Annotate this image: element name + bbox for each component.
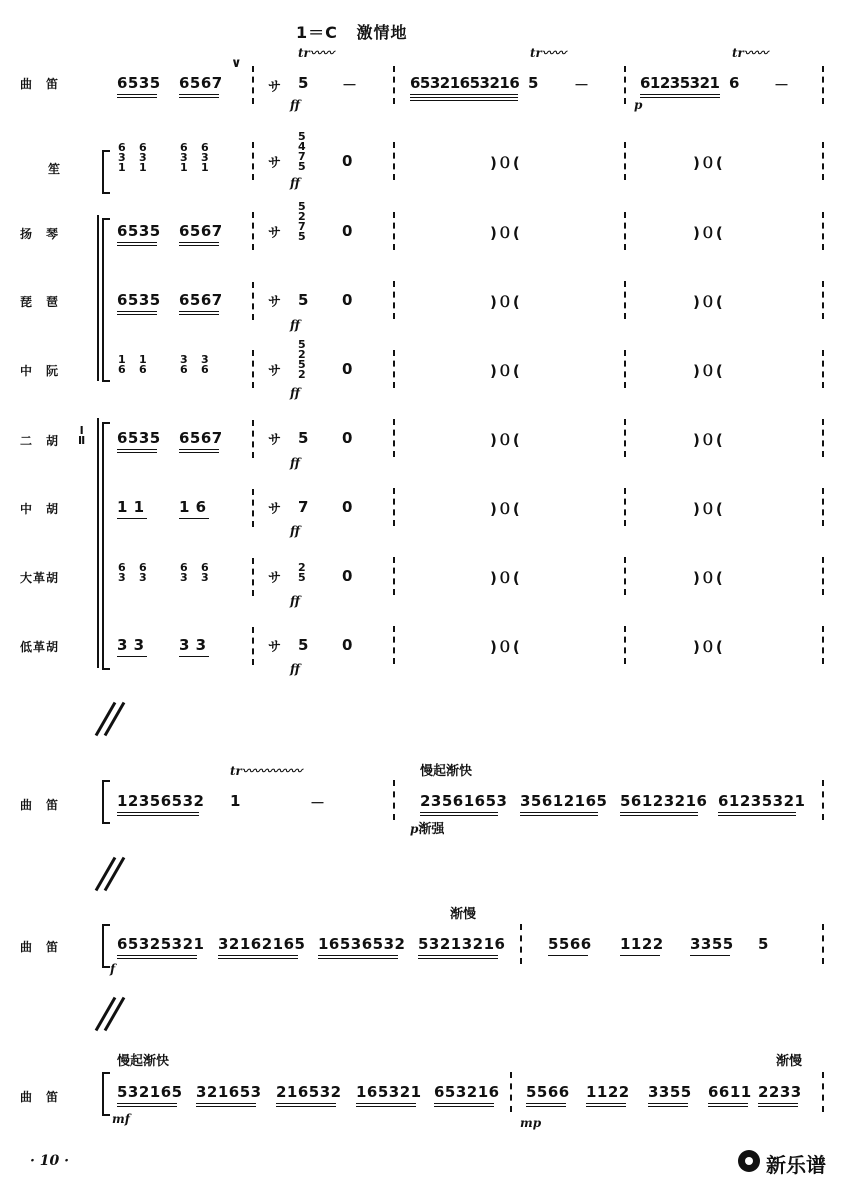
note: 7 — [298, 498, 309, 516]
note-group: 3355 — [648, 1083, 692, 1101]
note-group: 3 3 — [179, 636, 207, 654]
underline — [708, 1106, 748, 1107]
chord: 2 5 — [298, 561, 306, 584]
logo-icon — [738, 1150, 760, 1172]
dynamic-ff: ff — [290, 98, 300, 112]
barline — [624, 142, 626, 180]
note-group: 6611 — [708, 1083, 752, 1101]
barline — [252, 627, 254, 665]
barline — [822, 557, 824, 595]
barline — [510, 1072, 512, 1112]
underline — [117, 245, 157, 246]
instrument-label: 琵 琶 — [20, 295, 60, 309]
dynamic-ff: ff — [290, 386, 300, 400]
san-ban-mark: サ — [268, 226, 282, 241]
tempo-marking: 慢起渐快 — [420, 764, 473, 779]
plucked-bracket — [102, 218, 110, 382]
rest-mark: )０( — [490, 224, 521, 242]
underline — [196, 1103, 256, 1104]
note-group: 53213216 — [418, 935, 506, 953]
note-group: 6567 — [179, 429, 223, 447]
dash: － — [342, 76, 358, 94]
barline — [252, 420, 254, 458]
barline — [252, 489, 254, 527]
rest-mark: )０( — [693, 224, 724, 242]
erhu-part-numbers: Ⅰ Ⅱ — [78, 424, 86, 447]
underline — [520, 815, 598, 816]
barline — [252, 66, 254, 104]
note-group: 35612165 — [520, 792, 608, 810]
note-group: 1 1 — [117, 498, 145, 516]
sheng-bracket — [102, 150, 110, 194]
barline — [822, 780, 824, 820]
zero: 0 — [342, 498, 353, 516]
note-group: 653216 — [434, 1083, 500, 1101]
zero: 0 — [342, 222, 353, 240]
underline — [410, 97, 518, 98]
rest-mark: )０( — [693, 154, 724, 172]
san-ban-mark: サ — [268, 433, 282, 448]
rest-mark: )０( — [693, 500, 724, 518]
underline — [117, 452, 157, 453]
underline — [620, 815, 698, 816]
strings-bracket — [102, 422, 110, 670]
chord: 5 2 5 2 — [298, 338, 306, 381]
underline — [179, 449, 219, 450]
chord: 3 6 — [180, 353, 188, 376]
underline — [758, 1106, 798, 1107]
rest-mark: )０( — [490, 431, 521, 449]
note-group: 5566 — [548, 935, 592, 953]
san-ban-mark: サ — [268, 156, 282, 171]
note: 6 — [729, 74, 740, 92]
note-group: 65325321 — [117, 935, 205, 953]
rest-mark: )０( — [490, 569, 521, 587]
underline — [117, 815, 199, 816]
instrument-label: 低革胡 — [20, 640, 60, 654]
note-group: 6567 — [179, 74, 223, 92]
underline — [410, 94, 518, 95]
barline — [822, 350, 824, 388]
underline — [418, 955, 498, 956]
underline — [179, 518, 209, 519]
underline — [117, 311, 157, 312]
note: 5 — [298, 636, 309, 654]
underline — [690, 955, 730, 956]
barline — [624, 350, 626, 388]
zero: 0 — [342, 291, 353, 309]
note-group: 321653 — [196, 1083, 262, 1101]
barline — [252, 142, 254, 180]
dynamic-ff: ff — [290, 662, 300, 676]
barline — [393, 780, 395, 820]
barline — [624, 488, 626, 526]
note-group: 2233 — [758, 1083, 802, 1101]
breath-mark: ∨ — [231, 56, 242, 71]
underline — [586, 1106, 626, 1107]
dynamic-p: p — [634, 98, 643, 112]
zero: 0 — [342, 636, 353, 654]
underline — [640, 97, 720, 98]
underline — [117, 1103, 177, 1104]
note-group: 6535 — [117, 222, 161, 240]
trill-mark: tr〰〰 — [530, 46, 566, 60]
underline — [526, 1103, 566, 1104]
barline — [624, 557, 626, 595]
note-run: 12356532 — [117, 792, 205, 810]
note-group: 16536532 — [318, 935, 406, 953]
dizi-bracket — [102, 780, 110, 824]
underline — [179, 242, 219, 243]
note: 5 — [298, 291, 309, 309]
instrument-label: 二 胡 — [20, 434, 60, 448]
underline — [420, 812, 498, 813]
note-group: 23561653 — [420, 792, 508, 810]
barline — [822, 488, 824, 526]
zero: 0 — [342, 567, 353, 585]
note-group: 6567 — [179, 291, 223, 309]
barline — [393, 281, 395, 319]
barline — [520, 924, 522, 964]
san-ban-mark: サ — [268, 80, 282, 95]
dynamic-ff: ff — [290, 318, 300, 332]
underline — [434, 1106, 494, 1107]
note: 5 — [298, 429, 309, 447]
note-group: 165321 — [356, 1083, 422, 1101]
underline — [117, 812, 199, 813]
rest-mark: )０( — [693, 431, 724, 449]
tempo-marking: 渐慢 — [450, 907, 477, 922]
barline — [822, 281, 824, 319]
note-group: 61235321 — [718, 792, 806, 810]
underline — [117, 958, 197, 959]
san-ban-mark: サ — [268, 364, 282, 379]
barline — [822, 626, 824, 664]
note-group: 56123216 — [620, 792, 708, 810]
underline — [708, 1103, 748, 1104]
instrument-label: 笙 — [48, 162, 62, 176]
underline — [179, 94, 219, 95]
underline — [356, 1106, 416, 1107]
underline — [620, 812, 698, 813]
barline — [822, 212, 824, 250]
note-group: 3355 — [690, 935, 734, 953]
dynamic-ff: ff — [290, 176, 300, 190]
system-line — [97, 215, 99, 381]
note-group: 6535 — [117, 429, 161, 447]
trill-mark: tr〰〰〰〰〰 — [230, 764, 302, 778]
dynamic-mf: mf — [112, 1112, 130, 1126]
underline — [117, 449, 157, 450]
underline — [196, 1106, 256, 1107]
instrument-label: 曲 笛 — [20, 77, 60, 91]
underline — [218, 955, 298, 956]
dash: － — [774, 76, 790, 94]
underline — [648, 1106, 688, 1107]
note-group: 1122 — [586, 1083, 630, 1101]
underline — [117, 518, 147, 519]
rest-mark: )０( — [490, 293, 521, 311]
underline — [179, 314, 219, 315]
dynamic-p: p — [410, 822, 419, 836]
barline — [393, 212, 395, 250]
note-group: 1122 — [620, 935, 664, 953]
note-run: 65321653216 — [410, 74, 520, 92]
rest-mark: )０( — [490, 154, 521, 172]
dizi-bracket — [102, 924, 110, 968]
chord: 6 3 1 — [180, 141, 188, 174]
underline — [420, 815, 498, 816]
barline — [822, 66, 824, 104]
dynamic-f: f — [110, 962, 116, 976]
barline — [252, 350, 254, 388]
barline — [393, 626, 395, 664]
underline — [640, 94, 720, 95]
page-number: · 10 · — [30, 1153, 69, 1169]
note-group: 216532 — [276, 1083, 342, 1101]
instrument-label: 中 胡 — [20, 502, 60, 516]
key-signature — [296, 20, 407, 43]
underline — [179, 656, 209, 657]
instrument-label: 扬 琴 — [20, 227, 60, 241]
instrument-label: 曲 笛 — [20, 798, 60, 812]
underline — [418, 958, 498, 959]
barline — [822, 142, 824, 180]
underline — [718, 812, 796, 813]
underline — [648, 1103, 688, 1104]
chord: 1 6 — [118, 353, 126, 376]
san-ban-mark: サ — [268, 571, 282, 586]
note: 1 — [230, 792, 241, 810]
underline — [356, 1103, 416, 1104]
chord: 5 2 7 5 — [298, 200, 306, 243]
barline — [624, 281, 626, 319]
trill-mark: tr〰〰 — [298, 46, 334, 60]
note: 5 — [758, 935, 769, 953]
rest-mark: )０( — [693, 362, 724, 380]
dash: － — [574, 76, 590, 94]
dynamic-mp: mp — [520, 1116, 542, 1130]
barline — [252, 558, 254, 596]
tempo-marking: 慢起渐快 — [117, 1054, 170, 1069]
underline — [620, 955, 660, 956]
underline — [758, 1103, 798, 1104]
underline — [276, 1106, 336, 1107]
rest-mark: )０( — [490, 638, 521, 656]
note-group: 32162165 — [218, 935, 306, 953]
rest-mark: )０( — [490, 362, 521, 380]
barline — [252, 282, 254, 320]
chord: 1 6 — [139, 353, 147, 376]
underline — [179, 311, 219, 312]
note-group: 5566 — [526, 1083, 570, 1101]
barline — [624, 212, 626, 250]
underline — [117, 955, 197, 956]
chord: 5 4 7 5 — [298, 130, 306, 173]
underline — [520, 812, 598, 813]
barline — [393, 419, 395, 457]
underline — [117, 97, 157, 98]
barline — [393, 350, 395, 388]
trill-mark: tr〰〰 — [732, 46, 768, 60]
note-group: 3 3 — [117, 636, 145, 654]
zero: 0 — [342, 429, 353, 447]
note: 5 — [528, 74, 539, 92]
underline — [117, 314, 157, 315]
dynamic-ff: ff — [290, 524, 300, 538]
underline — [218, 958, 298, 959]
chord: 6 3 — [180, 561, 188, 584]
note: 5 — [298, 74, 309, 92]
underline — [718, 815, 796, 816]
underline — [410, 100, 518, 101]
underline — [117, 656, 147, 657]
note-group: 532165 — [117, 1083, 183, 1101]
rest-mark: )０( — [693, 638, 724, 656]
san-ban-mark: サ — [268, 640, 282, 655]
chord: 6 3 — [118, 561, 126, 584]
dash: － — [310, 794, 326, 812]
barline — [822, 1072, 824, 1112]
underline — [434, 1103, 494, 1104]
barline — [252, 212, 254, 250]
barline — [822, 924, 824, 964]
underline — [526, 1106, 566, 1107]
underline — [117, 94, 157, 95]
instrument-label: 中 阮 — [20, 364, 60, 378]
dynamic-line — [410, 818, 444, 837]
instrument-label: 曲 笛 — [20, 1090, 60, 1104]
note-run: 61235321 — [640, 74, 720, 92]
underline — [179, 452, 219, 453]
rest-mark: )０( — [693, 569, 724, 587]
note-group: 6535 — [117, 291, 161, 309]
barline — [393, 66, 395, 104]
chord: 6 3 1 — [118, 141, 126, 174]
logo-text: 新乐谱 — [766, 1153, 826, 1177]
san-ban-mark: サ — [268, 295, 282, 310]
barline — [624, 419, 626, 457]
dynamic-ff: ff — [290, 594, 300, 608]
crescendo-text: 渐强 — [418, 822, 445, 837]
zero: 0 — [342, 152, 353, 170]
barline — [393, 488, 395, 526]
note-group: 6567 — [179, 222, 223, 240]
tempo-marking: 激情地 — [356, 23, 408, 42]
underline — [179, 245, 219, 246]
barline — [822, 419, 824, 457]
underline — [117, 1106, 177, 1107]
instrument-label: 大革胡 — [20, 571, 60, 585]
underline — [586, 1103, 626, 1104]
rest-mark: )０( — [693, 293, 724, 311]
dynamic-ff: ff — [290, 456, 300, 470]
chord: 6 3 — [139, 561, 147, 584]
dizi-bracket — [102, 1072, 110, 1116]
barline — [624, 626, 626, 664]
underline — [179, 97, 219, 98]
underline — [318, 958, 398, 959]
chord: 6 3 1 — [139, 141, 147, 174]
barline — [393, 142, 395, 180]
chord: 6 3 — [201, 561, 209, 584]
barline — [393, 557, 395, 595]
barline — [624, 66, 626, 104]
instrument-label: 曲 笛 — [20, 940, 60, 954]
chord: 3 6 — [201, 353, 209, 376]
underline — [318, 955, 398, 956]
underline — [548, 955, 588, 956]
system-line — [97, 418, 99, 668]
chord: 6 3 1 — [201, 141, 209, 174]
zero: 0 — [342, 360, 353, 378]
key-text: 1＝C — [296, 23, 338, 42]
rest-mark: )０( — [490, 500, 521, 518]
san-ban-mark: サ — [268, 502, 282, 517]
tempo-marking: 渐慢 — [776, 1054, 803, 1069]
note-group: 6535 — [117, 74, 161, 92]
underline — [117, 242, 157, 243]
note-group: 1 6 — [179, 498, 207, 516]
underline — [276, 1103, 336, 1104]
